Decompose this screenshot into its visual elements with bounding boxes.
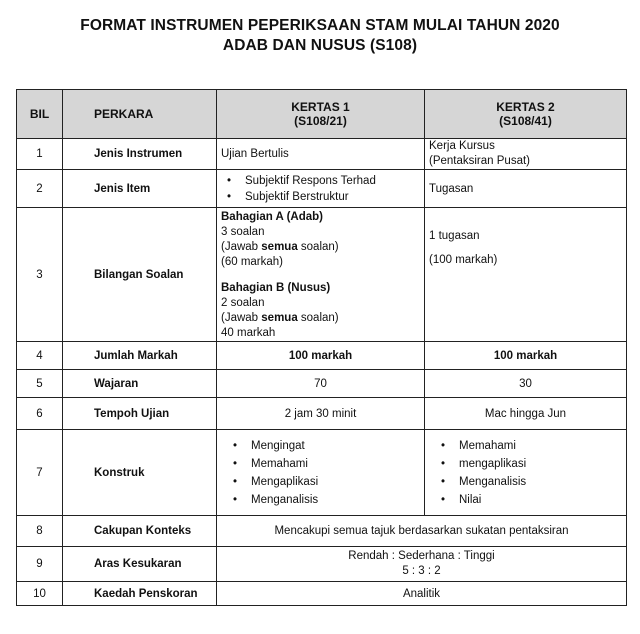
- list-item: • Menganalisis: [251, 491, 420, 509]
- kertas-2-cell: [425, 430, 627, 516]
- list-item: • Mengaplikasi: [251, 473, 420, 491]
- kertas-2-cell: [425, 139, 627, 170]
- kertas-1-cell: [217, 208, 425, 342]
- exam-format-table: [16, 89, 627, 606]
- section-a-note: (Jawab semua soalan): [221, 241, 339, 253]
- bil-cell: 7: [17, 430, 63, 516]
- kertas-2-line: (Pentaksiran Pusat): [429, 155, 530, 167]
- merged-value-cell: Analitik: [217, 582, 627, 606]
- kertas-2-cell: 30: [425, 370, 627, 398]
- construct-list: [429, 437, 622, 509]
- perkara-cell: Jenis Item: [63, 170, 217, 208]
- bil-cell: 8: [17, 516, 63, 547]
- perkara-cell: Konstruk: [63, 430, 217, 516]
- list-item: • Memahami: [251, 455, 420, 473]
- section-b-note: (Jawab semua soalan): [221, 312, 339, 324]
- kertas-2-cell: Mac hingga Jun: [425, 398, 627, 430]
- header-kertas-2-code: (S108/41): [499, 114, 552, 128]
- perkara-cell: Cakupan Konteks: [63, 516, 217, 547]
- list-item: • Menganalisis: [459, 473, 622, 491]
- bil-cell: 1: [17, 139, 63, 170]
- bil-cell: 6: [17, 398, 63, 430]
- list-item: • Subjektif Respons Terhad: [245, 173, 420, 189]
- construct-list: [221, 437, 420, 509]
- bil-cell: 4: [17, 342, 63, 370]
- perkara-cell: Jumlah Markah: [63, 342, 217, 370]
- table-row: [17, 139, 627, 170]
- list-item: • mengaplikasi: [459, 455, 622, 473]
- section-a-count: 3 soalan: [221, 226, 265, 238]
- table-row: [17, 516, 627, 547]
- document-subtitle: ADAB DAN NUSUS (S108): [222, 37, 418, 54]
- header-kertas-1-name: KERTAS 1: [291, 100, 350, 114]
- kertas-2-cell: [425, 208, 627, 342]
- header-kertas-2: [425, 90, 627, 139]
- header-kertas-1-code: (S108/21): [294, 114, 347, 128]
- kertas-2-line: Kerja Kursus: [429, 140, 495, 152]
- table-row: [17, 398, 627, 430]
- merged-value-cell: [217, 547, 627, 582]
- merged-value-cell: Mencakupi semua tajuk berdasarkan sukatan pentaksiran: [217, 516, 627, 547]
- table-row: [17, 430, 627, 516]
- difficulty-levels: Rendah : Sederhana : Tinggi: [348, 550, 495, 562]
- perkara-cell: Kaedah Penskoran: [63, 582, 217, 606]
- bil-cell: 5: [17, 370, 63, 398]
- header-kertas-1: [217, 90, 425, 139]
- document-title: FORMAT INSTRUMEN PEPERIKSAAN STAM MULAI TAHUN 2020: [80, 17, 560, 34]
- header-perkara: PERKARA: [63, 90, 217, 139]
- kertas-1-cell: 70: [217, 370, 425, 398]
- table-header-row: [17, 90, 627, 139]
- section-b-count: 2 soalan: [221, 297, 265, 309]
- section-b-marks: 40 markah: [221, 327, 276, 339]
- table-row: [17, 170, 627, 208]
- section-a-marks: (60 markah): [221, 256, 283, 268]
- list-item: • Memahami: [459, 437, 622, 455]
- perkara-cell: Aras Kesukaran: [63, 547, 217, 582]
- item-type-list: [221, 173, 420, 205]
- list-item: • Subjektif Berstruktur: [245, 189, 420, 205]
- kertas-1-cell: [217, 170, 425, 208]
- perkara-cell: Wajaran: [63, 370, 217, 398]
- table-row: [17, 370, 627, 398]
- kertas-1-cell: Ujian Bertulis: [217, 139, 425, 170]
- perkara-cell: Bilangan Soalan: [63, 208, 217, 342]
- table-row: [17, 582, 627, 606]
- bil-cell: 9: [17, 547, 63, 582]
- table-row: [17, 208, 627, 342]
- kertas-1-cell: [217, 430, 425, 516]
- table-row: [17, 342, 627, 370]
- list-item: • Nilai: [459, 491, 622, 509]
- task-count: 1 tugasan: [429, 230, 480, 242]
- section-b-heading: Bahagian B (Nusus): [221, 282, 331, 294]
- kertas-1-cell: 2 jam 30 minit: [217, 398, 425, 430]
- bil-cell: 10: [17, 582, 63, 606]
- task-marks: (100 markah): [429, 254, 498, 266]
- header-bil: BIL: [17, 90, 63, 139]
- difficulty-ratio: 5 : 3 : 2: [402, 565, 441, 577]
- header-kertas-2-name: KERTAS 2: [496, 100, 555, 114]
- bil-cell: 2: [17, 170, 63, 208]
- section-a-heading: Bahagian A (Adab): [221, 211, 324, 223]
- kertas-2-cell: 100 markah: [425, 342, 627, 370]
- kertas-2-cell: Tugasan: [425, 170, 627, 208]
- perkara-cell: Jenis Instrumen: [63, 139, 217, 170]
- kertas-1-cell: 100 markah: [217, 342, 425, 370]
- perkara-cell: Tempoh Ujian: [63, 398, 217, 430]
- list-item: • Mengingat: [251, 437, 420, 455]
- bil-cell: 3: [17, 208, 63, 342]
- table-row: [17, 547, 627, 582]
